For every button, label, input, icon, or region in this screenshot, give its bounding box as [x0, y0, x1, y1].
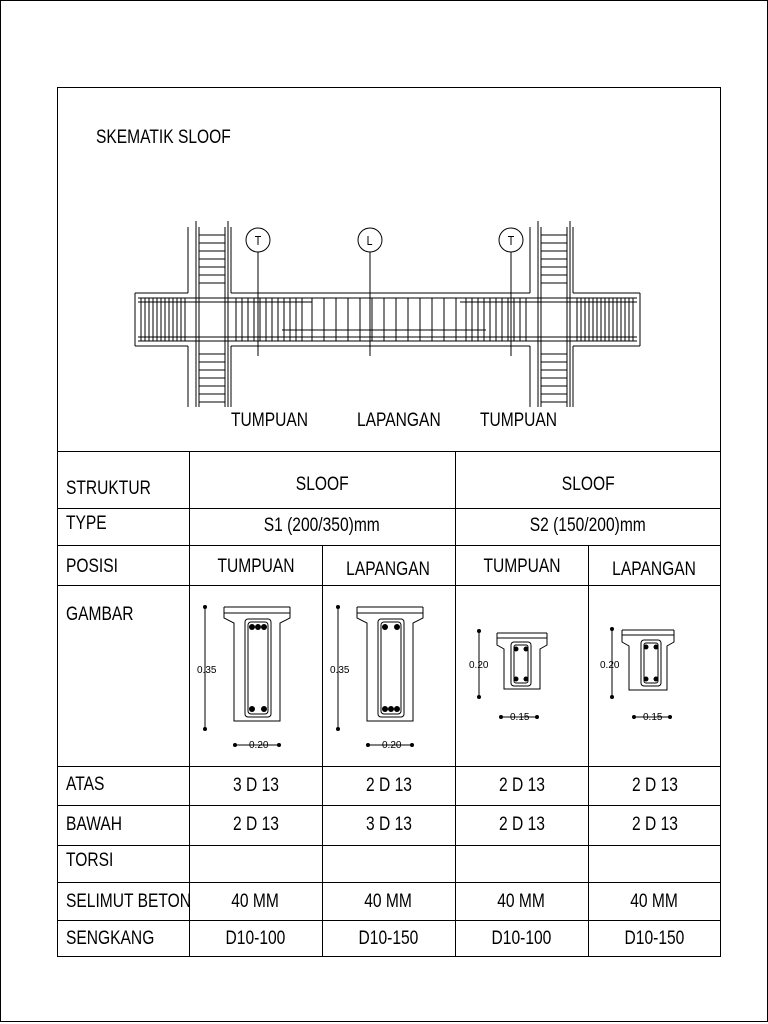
selimut-s1-tumpuan: 40 MM [231, 891, 280, 912]
torsi-s2-lapangan [588, 852, 721, 872]
bawah-s1-lapangan: 3 D 13 [365, 814, 412, 835]
sengkang-s2-tumpuan: D10-100 [491, 928, 552, 949]
dim-height-s2-lapangan: 0.20 [600, 660, 620, 671]
type-s2: S2 (150/200)mm [529, 515, 647, 536]
row-label-torsi: TORSI [66, 850, 114, 871]
row-label-gambar: GAMBAR [66, 604, 134, 625]
atas-s1-lapangan: 2 D 13 [365, 775, 412, 796]
zone-label-tumpuan-right: TUMPUAN [480, 410, 558, 431]
section-s1-lapangan [322, 585, 455, 766]
posisi-s1-tumpuan: TUMPUAN [216, 556, 295, 577]
zone-label-tumpuan-left: TUMPUAN [231, 410, 309, 431]
dim-width-s2-lapangan: 0.15 [643, 712, 663, 723]
bawah-s2-tumpuan: 2 D 13 [498, 814, 545, 835]
row-label-struktur: STRUKTUR [66, 478, 151, 499]
row-label-bawah: BAWAH [66, 814, 122, 835]
selimut-s1-lapangan: 40 MM [364, 891, 413, 912]
dim-width-s1-tumpuan: 0.20 [249, 740, 269, 751]
zone-label-lapangan: LAPANGAN [357, 410, 441, 431]
selimut-s2-lapangan: 40 MM [630, 891, 679, 912]
selimut-s2-tumpuan: 40 MM [497, 891, 546, 912]
dim-width-s1-lapangan: 0.20 [382, 740, 402, 751]
struktur-s2: SLOOF [561, 474, 615, 495]
sengkang-s1-tumpuan: D10-100 [225, 928, 286, 949]
posisi-s1-lapangan: LAPANGAN [346, 559, 431, 580]
atas-s2-tumpuan: 2 D 13 [498, 775, 545, 796]
section-s1-tumpuan [189, 585, 322, 766]
dim-height-s1-tumpuan: 0.35 [197, 665, 217, 676]
atas-s2-lapangan: 2 D 13 [631, 775, 678, 796]
sengkang-s2-lapangan: D10-150 [624, 928, 685, 949]
marker-l: L [367, 233, 373, 248]
row-label-selimut-beton: SELIMUT BETON [66, 891, 191, 912]
bawah-s1-tumpuan: 2 D 13 [232, 814, 279, 835]
dim-height-s2-tumpuan: 0.20 [469, 660, 489, 671]
torsi-s2-tumpuan [455, 852, 588, 872]
marker-t-left: T [254, 233, 262, 248]
marker-t-right: T [507, 233, 515, 248]
section-s2-lapangan [588, 585, 721, 766]
bawah-s2-lapangan: 2 D 13 [631, 814, 678, 835]
type-s1: S1 (200/350)mm [263, 515, 381, 536]
torsi-s1-tumpuan [189, 852, 322, 872]
sengkang-s1-lapangan: D10-150 [358, 928, 419, 949]
posisi-s2-lapangan: LAPANGAN [612, 559, 697, 580]
struktur-s1: SLOOF [295, 474, 349, 495]
atas-s1-tumpuan: 3 D 13 [232, 775, 279, 796]
torsi-s1-lapangan [322, 852, 455, 872]
row-label-atas: ATAS [66, 774, 105, 795]
dim-width-s2-tumpuan: 0.15 [510, 712, 530, 723]
dim-height-s1-lapangan: 0.35 [330, 665, 350, 676]
row-label-posisi: POSISI [66, 556, 118, 577]
schematic-title: SKEMATIK SLOOF [96, 127, 231, 148]
row-label-type: TYPE [66, 513, 107, 534]
beam-schematic [0, 0, 768, 460]
section-s2-tumpuan [455, 585, 588, 766]
posisi-s2-tumpuan: TUMPUAN [482, 556, 561, 577]
row-label-sengkang: SENGKANG [66, 928, 155, 949]
